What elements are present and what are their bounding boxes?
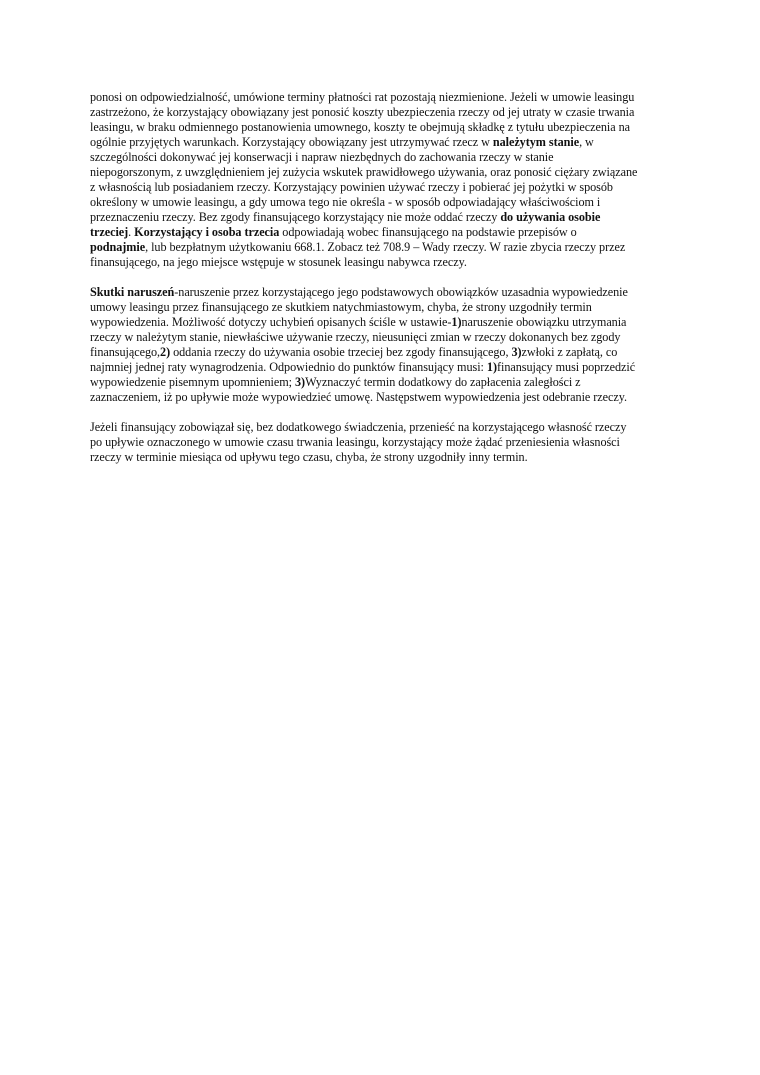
text-run: finansujący musi poprzedzić [496, 360, 636, 374]
text-run: oddania rzeczy do używania osobie trzeciej bez zgody finansującego, [170, 345, 512, 359]
document-page [90, 90, 674, 480]
text-run: szczególności dokonywać jej konserwacji i napraw niezbędnych do zachowania rzeczy w stanie [90, 150, 554, 164]
text-run: zaznaczeniem, iż po upływie może wypowiedzieć umowę. Następstwem wypowiedzenia jest odebranie rzeczy. [90, 390, 627, 404]
bold-text-run: 3) [295, 375, 306, 389]
text-run: leasingu, w braku odmiennego postanowienia umownego, koszty te obejmują składkę z tytułu ubezpieczenia na [90, 120, 630, 134]
text-line [90, 240, 674, 255]
bold-text-run: 3) [511, 345, 522, 359]
text-run: -naruszenie przez korzystającego jego podstawowych obowiązków uzasadnia wypowiedzenie [174, 285, 628, 299]
bold-text-run: trzeciej [90, 225, 129, 239]
text-line [90, 105, 674, 120]
bold-text-run: 1) [486, 360, 497, 374]
text-line [90, 195, 674, 210]
text-run: naruszenie obowiązku utrzymania [461, 315, 627, 329]
text-run: umowy leasingu przez finansującego ze skutkiem natychmiastowym, chyba, że strony uzgodniły termin [90, 300, 592, 314]
text-line [90, 255, 674, 270]
text-run: , w [579, 135, 594, 149]
bold-text-run: do używania osobie [500, 210, 601, 224]
text-run: , lub bezpłatnym użytkowaniu 668.1. Zobacz też 708.9 – Wady rzeczy. W razie zbycia rzeczy przez [145, 240, 626, 254]
text-run: wypowiedzenie pisemnym upomnieniem; [90, 375, 296, 389]
text-run: ogólnie przyjętych warunkach. Korzystający obowiązany jest utrzymywać rzecz w [90, 135, 493, 149]
text-line [90, 120, 674, 135]
text-line [90, 420, 674, 435]
text-run: z własnością lub posiadaniem rzeczy. Korzystający powinien używać rzeczy i pobierać jej pożytki w sposób [90, 180, 613, 194]
text-run: odpowiadają wobec finansującego na podstawie przepisów o [279, 225, 577, 239]
text-run: Jeżeli finansujący zobowiązał się, bez dodatkowego świadczenia, przenieść na korzystającego własność rzeczy [90, 420, 627, 434]
text-line [90, 135, 674, 150]
text-line [90, 165, 674, 180]
text-line [90, 360, 674, 375]
text-line [90, 150, 674, 165]
bold-text-run: 2) [160, 345, 171, 359]
text-line [90, 450, 674, 465]
text-run: najmniej jednej raty wynagrodzenia. Odpowiednio do punktów finansujący musi: [90, 360, 487, 374]
text-line [90, 315, 674, 330]
text-run: rzeczy w należytym stanie, niewłaściwe używanie rzeczy, nieusunięci zmian w rzeczy dokonanych bez zgody [90, 330, 621, 344]
text-run: zastrzeżono, że korzystający obowiązany jest ponosić koszty ubezpieczenia rzeczy od jej utraty w czasie trwania [90, 105, 635, 119]
text-line [90, 180, 674, 195]
text-run: określony w umowie leasingu, a gdy umowa tego nie określa - w sposób odpowiadający właściwościom i [90, 195, 601, 209]
text-line [90, 435, 674, 450]
text-line [90, 90, 674, 105]
text-run: . [128, 225, 135, 239]
bold-text-run: podnajmie [90, 240, 146, 254]
text-line [90, 345, 674, 360]
bold-text-run: Korzystający i osoba trzecia [134, 225, 280, 239]
text-run: rzeczy w terminie miesiąca od upływu tego czasu, chyba, że strony uzgodniły inny termin. [90, 450, 528, 464]
text-line [90, 285, 674, 300]
paragraph [90, 90, 674, 270]
text-run: zwłoki z zapłatą, co [521, 345, 618, 359]
text-run: Wyznaczyć termin dodatkowy do zapłacenia zaległości z [305, 375, 581, 389]
paragraph [90, 420, 674, 465]
text-line [90, 210, 674, 225]
text-run: ponosi on odpowiedzialność, umówione terminy płatności rat pozostają niezmienione. Jeżeli w umowie leasingu [90, 90, 635, 104]
text-line [90, 390, 674, 405]
paragraph [90, 285, 674, 405]
text-run: finansującego, na jego miejsce wstępuje w stosunek leasingu nabywca rzeczy. [90, 255, 467, 269]
text-line [90, 300, 674, 315]
text-line [90, 375, 674, 390]
text-run: przeznaczeniu rzeczy. Bez zgody finansującego korzystający nie może oddać rzeczy [90, 210, 501, 224]
bold-text-run: Skutki naruszeń [90, 285, 175, 299]
bold-text-run: należytym stanie [492, 135, 580, 149]
text-run: niepogorszonym, z uwzględnieniem jej zużycia wskutek prawidłowego używania, oraz ponosić ciężary związane [90, 165, 638, 179]
text-run: finansującego, [90, 345, 161, 359]
text-run: po upływie oznaczonego w umowie czasu trwania leasingu, korzystający może żądać przeniesienia własności [90, 435, 620, 449]
text-line [90, 330, 674, 345]
text-line [90, 225, 674, 240]
bold-text-run: 1) [451, 315, 462, 329]
text-run: wypowiedzenia. Możliwość dotyczy uchybień opisanych ściśle w ustawie- [90, 315, 452, 329]
